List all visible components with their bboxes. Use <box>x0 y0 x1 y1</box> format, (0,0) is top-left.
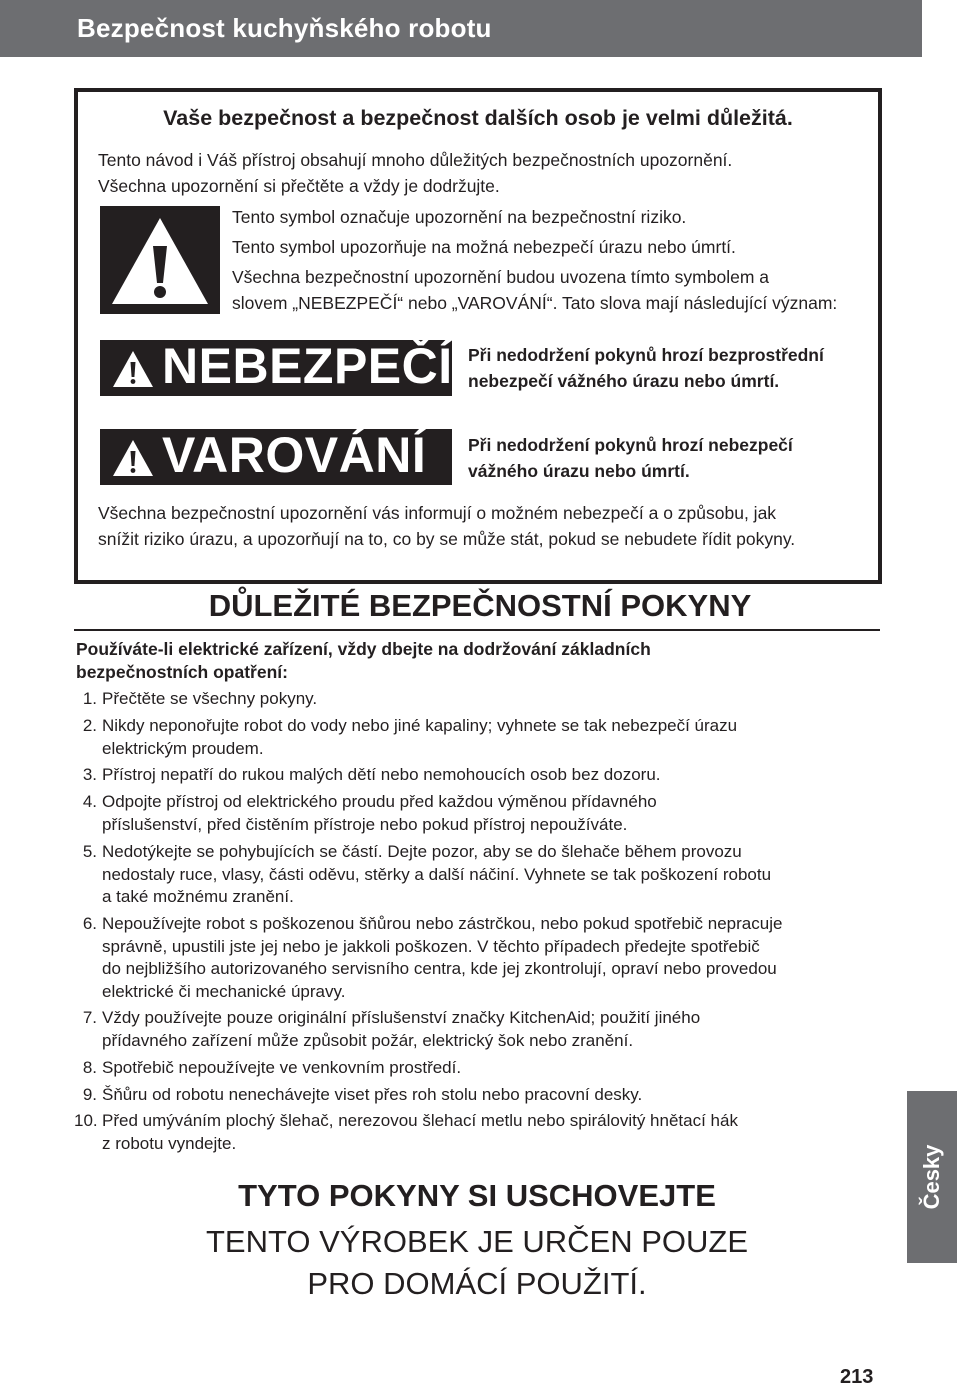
page-title: Bezpečnost kuchyňského robotu <box>77 13 492 43</box>
warning-panel <box>100 429 452 485</box>
item-line: Před umýváním plochý šlehač, nerezovou šlehací metlu nebo spirálovitý hnětací hák <box>102 1111 738 1130</box>
language-tab-label: Česky <box>919 1144 944 1210</box>
header-bar <box>0 0 922 57</box>
item-line: Nepoužívejte robot s poškozenou šňůrou nebo zástrčkou, nebo pokud spotřebič nepracuje <box>102 914 783 933</box>
item-line: Nikdy neponořujte robot do vody nebo jiné kapaliny; vyhnete se tak nebezpečí úrazu <box>102 716 738 735</box>
page-number: 213 <box>840 1366 874 1388</box>
danger-signal-word: NEBEZPEČÍ <box>162 338 453 394</box>
symbol-line: Všechna bezpečnostní upozornění budou uvozena tímto symbolem a <box>232 267 770 287</box>
item-number: 5. <box>82 842 97 861</box>
closing-line: snížit riziko úrazu, a upozorňují na to, co by se může stát, pokud se nebudete řídit pokyny. <box>98 529 796 549</box>
item-line: Přečtěte se všechny pokyny. <box>102 689 318 708</box>
item-line: Vždy používejte pouze originální příslušenství značky KitchenAid; použití jiného <box>102 1008 701 1027</box>
warning-desc-line: vážného úrazu nebo úmrtí. <box>468 461 690 481</box>
important-instructions-title: DŮLEŽITÉ BEZPEČNOSTNÍ POKYNY <box>208 588 752 623</box>
warning-desc-line: Při nedodržení pokynů hrozí nebezpečí <box>468 435 793 455</box>
intro-line: Všechna upozornění si přečtěte a vždy je dodržujte. <box>98 176 500 196</box>
item-line: Nedotýkejte se pohybujících se částí. Dejte pozor, aby se do šlehače během provozu <box>102 842 742 861</box>
closing-line: Všechna bezpečnostní upozornění vás informují o možném nebezpečí a o způsobu, jak <box>98 503 777 523</box>
danger-triangle-icon <box>112 350 154 388</box>
item-line: Spotřebič nepoužívejte ve venkovním prostředí. <box>102 1058 462 1077</box>
item-number: 4. <box>82 792 97 811</box>
warning-triangle-icon <box>112 439 154 477</box>
item-line: nedostaly ruce, vlasy, části oděvu, stěrky a další náčiní. Vyhnete se tak poškození robotu <box>102 864 772 884</box>
item-number: 10. <box>74 1111 98 1130</box>
safety-box <box>74 88 882 584</box>
item-line: a také možnému zranění. <box>102 887 294 906</box>
danger-desc-line: Při nedodržení pokynů hrozí bezprostřední <box>468 345 824 365</box>
danger-panel <box>100 340 452 396</box>
item-number: 6. <box>82 914 97 933</box>
save-instructions-title: TYTO POKYNY SI USCHOVEJTE <box>238 1178 716 1213</box>
safety-alert-symbol-icon <box>100 206 220 314</box>
danger-desc-line: nebezpečí vážného úrazu nebo úmrtí. <box>468 371 780 391</box>
item-number: 8. <box>82 1058 97 1077</box>
intro-line: Tento návod i Váš přístroj obsahují mnoho důležitých bezpečnostních upozornění. <box>98 150 733 170</box>
item-number: 9. <box>82 1085 97 1104</box>
item-line: příslušenství, před čistěním přístroje nebo pokud přístroj nepoužíváte. <box>102 814 628 834</box>
symbol-line: Tento symbol označuje upozornění na bezpečnostní riziko. <box>232 207 687 227</box>
instructions-intro <box>76 638 651 684</box>
symbol-line: slovem „NEBEZPEČÍ“ nebo „VAROVÁNÍ“. Tato slova mají následující význam: <box>232 293 838 313</box>
warning-signal-word: VAROVÁNÍ <box>162 427 427 483</box>
intro-line: Používáte-li elektrické zařízení, vždy dbejte na dodržování základních <box>76 639 651 659</box>
item-line: elektrickým proudem. <box>102 738 264 758</box>
household-use-line: PRO DOMÁCÍ POUŽITÍ. <box>307 1266 647 1301</box>
intro-line: bezpečnostních opatření: <box>76 662 288 682</box>
item-line: správně, upustili jste jej nebo je jakkoli poškozen. V těchto případech předejte spotřebič <box>102 936 760 956</box>
item-line: přídavného zařízení může způsobit požár, elektrický šok nebo zranění. <box>102 1030 634 1050</box>
item-line: Přístroj nepatří do rukou malých dětí nebo nemohoucích osob bez dozoru. <box>102 765 661 784</box>
item-number: 1. <box>82 689 97 708</box>
item-number: 3. <box>82 765 97 784</box>
item-line: elektrické či mechanické úpravy. <box>102 981 346 1001</box>
language-tab <box>907 1091 957 1263</box>
item-number: 7. <box>82 1008 97 1027</box>
safety-box-heading: Vaše bezpečnost a bezpečnost dalších osob je velmi důležitá. <box>163 106 793 130</box>
item-line: Odpojte přístroj od elektrického proudu před každou výměnou přídavného <box>102 792 657 811</box>
symbol-line: Tento symbol upozorňuje na možná nebezpečí úrazu nebo úmrtí. <box>232 237 736 257</box>
item-line: z robotu vyndejte. <box>102 1133 237 1153</box>
section-divider <box>74 629 880 631</box>
item-line: Šňůru od robotu nenechávejte viset přes roh stolu nebo pracovní desky. <box>102 1085 643 1104</box>
item-number: 2. <box>82 716 97 735</box>
item-line: do nejbližšího autorizovaného servisního centra, kde jej zkontrolují, opraví nebo provedou <box>102 959 777 978</box>
household-use-line: TENTO VÝROBEK JE URČEN POUZE <box>205 1224 748 1259</box>
